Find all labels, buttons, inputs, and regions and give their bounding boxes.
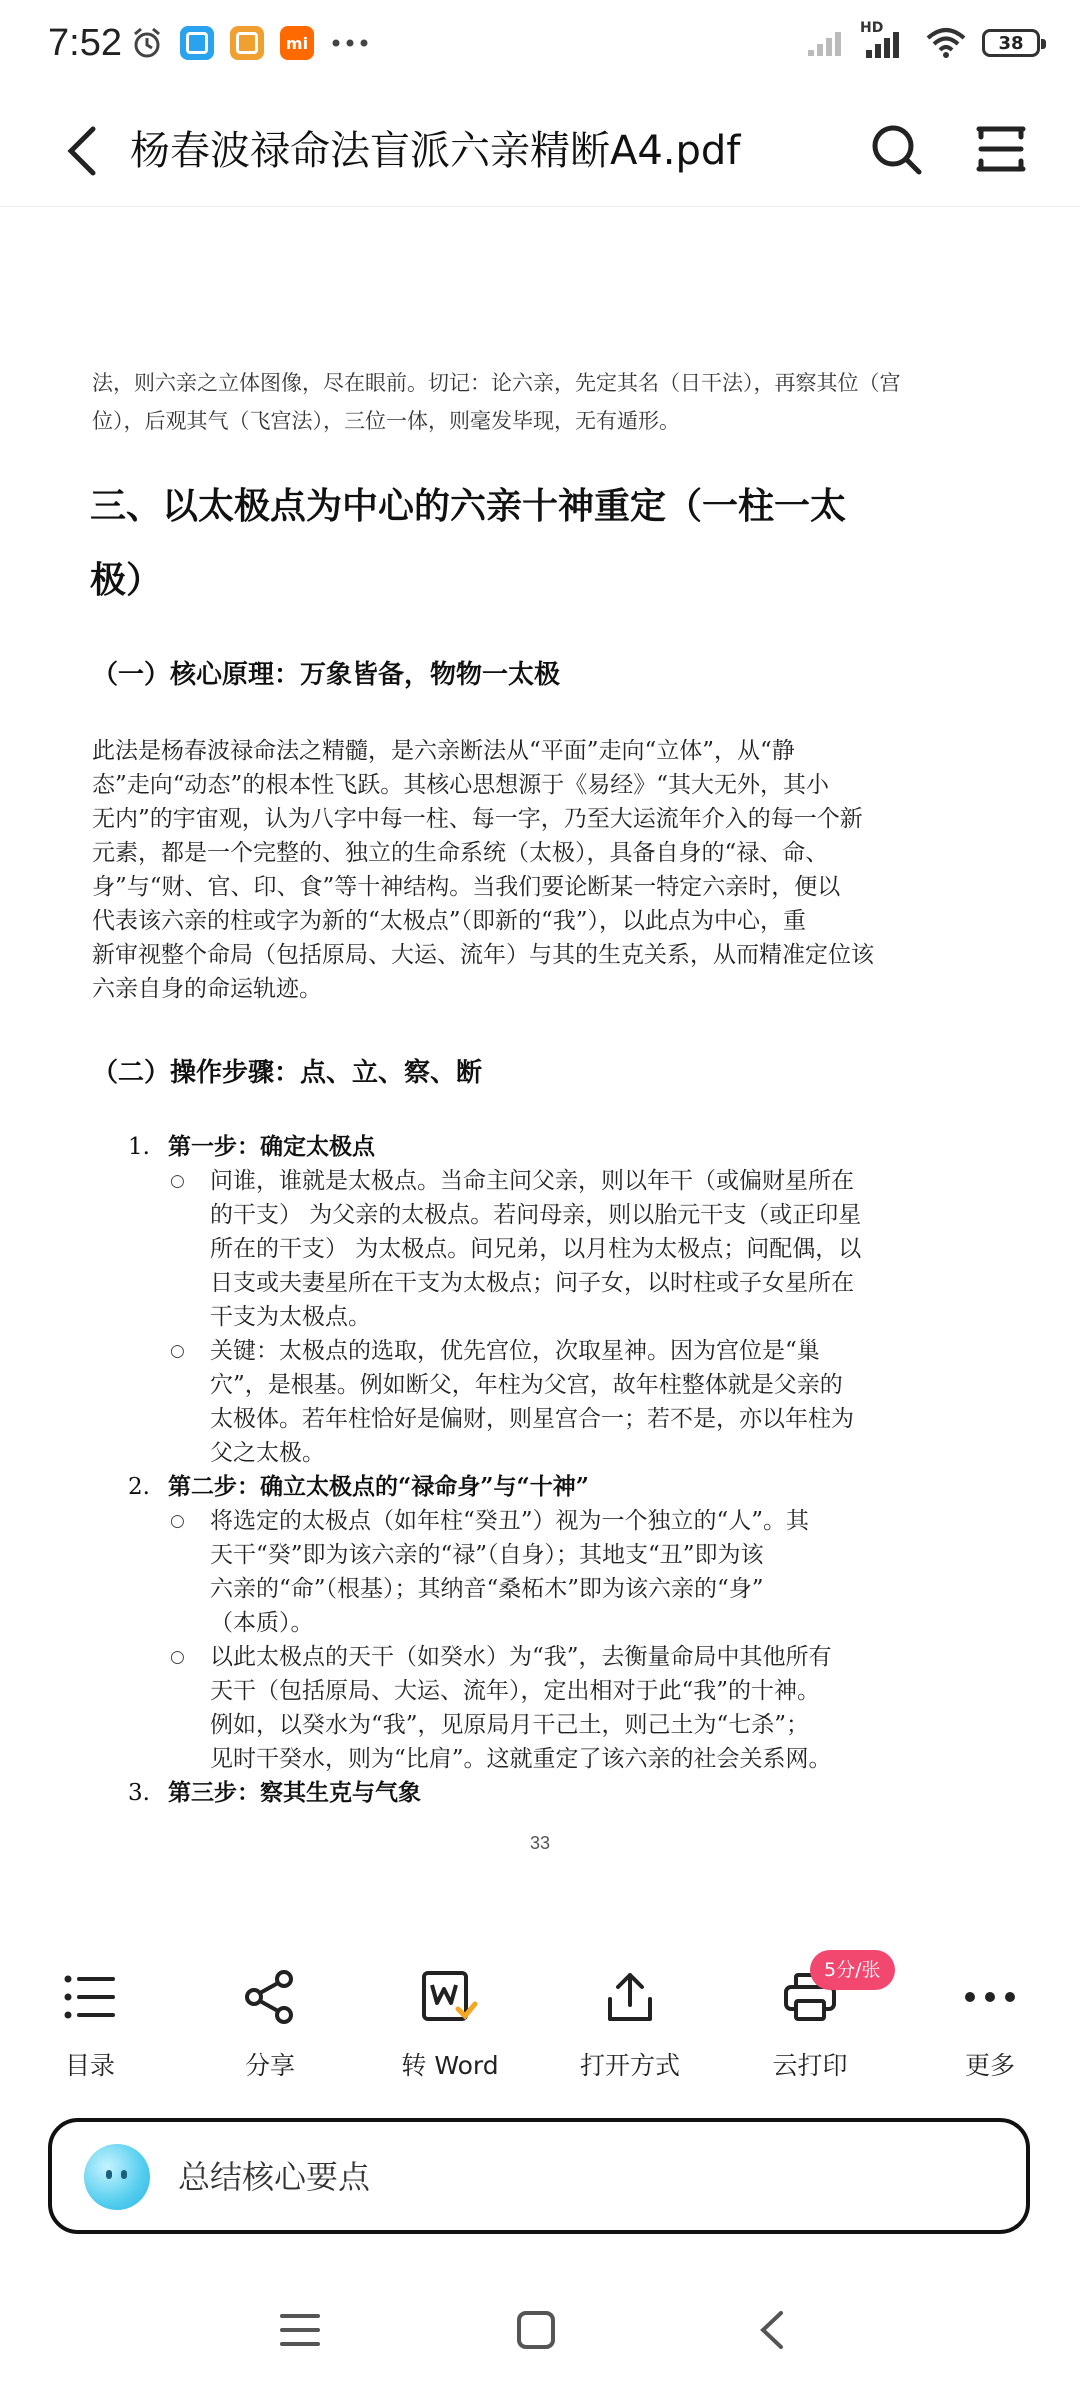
toolbar-label: 云打印 — [772, 2051, 848, 2080]
heading-line: 三、以太极点为中心的六亲十神重定（一柱一太 — [90, 486, 847, 527]
home-button[interactable] — [506, 2300, 566, 2360]
text-line: 父之太极。 — [210, 1440, 325, 1466]
chevron-left-icon — [65, 125, 99, 177]
text-line: 例如，以癸水为“我”，见原局月干己土，则己土为“七杀”； — [210, 1712, 810, 1738]
step-1 — [128, 1130, 375, 1164]
back-button[interactable] — [52, 118, 112, 184]
more-icon — [962, 1987, 1018, 2007]
bullet-item — [210, 1334, 990, 1470]
bullet-item — [210, 1640, 990, 1776]
hd-label: HD — [860, 20, 884, 36]
search-button[interactable] — [866, 116, 926, 182]
word-convert-icon — [420, 1969, 480, 2025]
text-line: 此法是杨春波禄命法之精髓，是六亲断法从“平面”走向“立体”，从“静 — [92, 738, 795, 764]
text-line: ○ 问谁，谁就是太极点。当命主问父亲，则以年干（或偏财星所在 — [210, 1168, 854, 1194]
text-line: 元素，都是一个完整的、独立的生命系统（太极），具备自身的“禄、命、 — [92, 840, 829, 866]
text-line: 所在的干支） 为太极点。问兄弟，以月柱为太极点；问配偶，以 — [210, 1236, 862, 1262]
hd-signal — [860, 20, 910, 60]
title-bar — [0, 96, 1080, 207]
text-line: 的干支） 为父亲的太极点。若问母亲，则以胎元干支（或正印星 — [210, 1202, 862, 1228]
list-icon — [63, 1972, 117, 2022]
split-view-button[interactable] — [966, 116, 1036, 182]
bullet-item — [210, 1164, 990, 1334]
toolbar-label: 打开方式 — [579, 2051, 680, 2080]
status-time: 7:52 — [48, 22, 122, 64]
ai-summary-label: 总结核心要点 — [178, 2158, 371, 2196]
step-2 — [128, 1470, 589, 1504]
split-view-icon — [975, 123, 1027, 175]
intro-text — [92, 364, 992, 440]
toolbar-toc-button[interactable] — [0, 1960, 180, 2100]
system-nav-bar — [0, 2290, 1080, 2370]
text-line: ○ 以此太极点的天干（如癸水）为“我”，去衡量命局中其他所有 — [210, 1644, 832, 1670]
step-number: 1. — [128, 1134, 150, 1160]
menu-icon — [280, 2312, 320, 2348]
status-right — [806, 20, 1040, 60]
toolbar-word-button[interactable] — [360, 1960, 540, 2100]
toolbar-more-button[interactable] — [900, 1960, 1080, 2100]
section-heading — [90, 470, 990, 618]
step-3 — [128, 1776, 421, 1810]
share-icon — [242, 1969, 298, 2025]
recent-apps-button[interactable] — [270, 2300, 330, 2360]
alarm-icon — [130, 26, 164, 60]
toolbar-share-button[interactable] — [180, 1960, 360, 2100]
text-line: （本质）。 — [210, 1610, 314, 1636]
text-line: 日支或夫妻星所在干支为太极点；问子女，以时柱或子女星所在 — [210, 1270, 854, 1296]
toolbar-label: 分享 — [244, 2051, 295, 2080]
app-notification-icon — [180, 26, 214, 60]
text-line: 六亲自身的命运轨迹。 — [92, 976, 322, 1002]
text-line: 态”走向“动态”的根本性飞跃。其核心思想源于《易经》“其大无外，其小 — [92, 772, 830, 798]
step-label: 第三步：察其生克与气象 — [168, 1779, 421, 1806]
step-label: 第一步：确定太极点 — [168, 1133, 375, 1160]
toolbar-label: 更多 — [964, 2051, 1015, 2080]
text-line: 身”与“财、官、印、食”等十神结构。当我们要论断某一特定六亲时，便以 — [92, 874, 841, 900]
open-with-icon — [602, 1969, 658, 2025]
home-square-icon — [516, 2310, 556, 2350]
notification-icons — [130, 26, 370, 60]
subheading-principle: （一）核心原理：万象皆备，物物一太极 — [92, 660, 561, 690]
text-line: 法，则六亲之立体图像，尽在眼前。切记：论六亲，先定其名（日干法），再察其位（宫 — [92, 371, 901, 395]
text-line: 六亲的“命”（根基）；其纳音“桑柘木”即为该六亲的“身” — [210, 1576, 764, 1602]
toolbar-label: 转 Word — [401, 2051, 499, 2080]
signal-weak-icon — [806, 28, 846, 58]
toolbar-open-with-button[interactable] — [540, 1960, 720, 2100]
bullet-item — [210, 1504, 990, 1640]
more-notifications-icon — [330, 26, 370, 60]
text-line: 天干（包括原局、大运、流年），定出相对于此“我”的十神。 — [210, 1678, 821, 1704]
page-number: 33 — [529, 1833, 551, 1853]
text-line: 太极体。若年柱恰好是偏财，则星宫合一；若不是，亦以年柱为 — [210, 1406, 854, 1432]
ai-summary-button[interactable] — [48, 2118, 1030, 2234]
text-line: 天干“癸”即为该六亲的“禄”（自身）；其地支“丑”即为该 — [210, 1542, 764, 1568]
system-back-button[interactable] — [742, 2300, 802, 2360]
status-bar — [0, 0, 1080, 96]
text-line: ○ 关键：太极点的选取，优先宫位，次取星神。因为宫位是“巢 — [210, 1338, 820, 1364]
text-line: 新审视整个命局（包括原局、大运、流年）与其的生克关系，从而精准定位该 — [92, 942, 874, 968]
ai-assistant-icon — [84, 2144, 150, 2210]
app-notification-icon — [230, 26, 264, 60]
text-line: 位），后观其气（飞宫法），三位一体，则毫发毕现，无有遁形。 — [92, 409, 680, 433]
bottom-toolbar — [0, 1960, 1080, 2100]
step-number: 2. — [128, 1474, 150, 1500]
text-line: 穴”，是根基。例如断父，年柱为父宫，故年柱整体就是父亲的 — [210, 1372, 843, 1398]
text-line: 干支为太极点。 — [210, 1304, 371, 1330]
mi-app-icon: mi — [280, 26, 314, 60]
wifi-icon — [924, 26, 968, 60]
price-badge: 5分/张 — [810, 1950, 895, 1990]
heading-line: 极） — [90, 560, 163, 601]
search-icon — [869, 122, 923, 176]
document-title: 杨春波禄命法盲派六亲精断A4.pdf — [130, 128, 741, 174]
text-line: ○ 将选定的太极点（如年柱“癸丑”）视为一个独立的“人”。其 — [210, 1508, 810, 1534]
step-label: 第二步：确立太极点的“禄命身”与“十神” — [168, 1473, 589, 1500]
pdf-page[interactable] — [0, 206, 1080, 1856]
step-number: 3. — [128, 1780, 150, 1806]
text-line: 见时干癸水，则为“比肩”。这就重定了该六亲的社会关系网。 — [210, 1746, 832, 1772]
text-line: 无内”的宇宙观，认为八字中每一柱、每一字，乃至大运流年介入的每一个新 — [92, 806, 863, 832]
principle-paragraph — [92, 734, 972, 1006]
chevron-left-icon — [757, 2309, 787, 2351]
text-line: 代表该六亲的柱或字为新的“太极点”（即新的“我”），以此点为中心，重 — [92, 908, 807, 934]
toolbar-label: 目录 — [64, 2051, 115, 2080]
battery-indicator: 38 — [982, 29, 1040, 57]
subheading-steps: （二）操作步骤：点、立、察、断 — [92, 1058, 483, 1088]
